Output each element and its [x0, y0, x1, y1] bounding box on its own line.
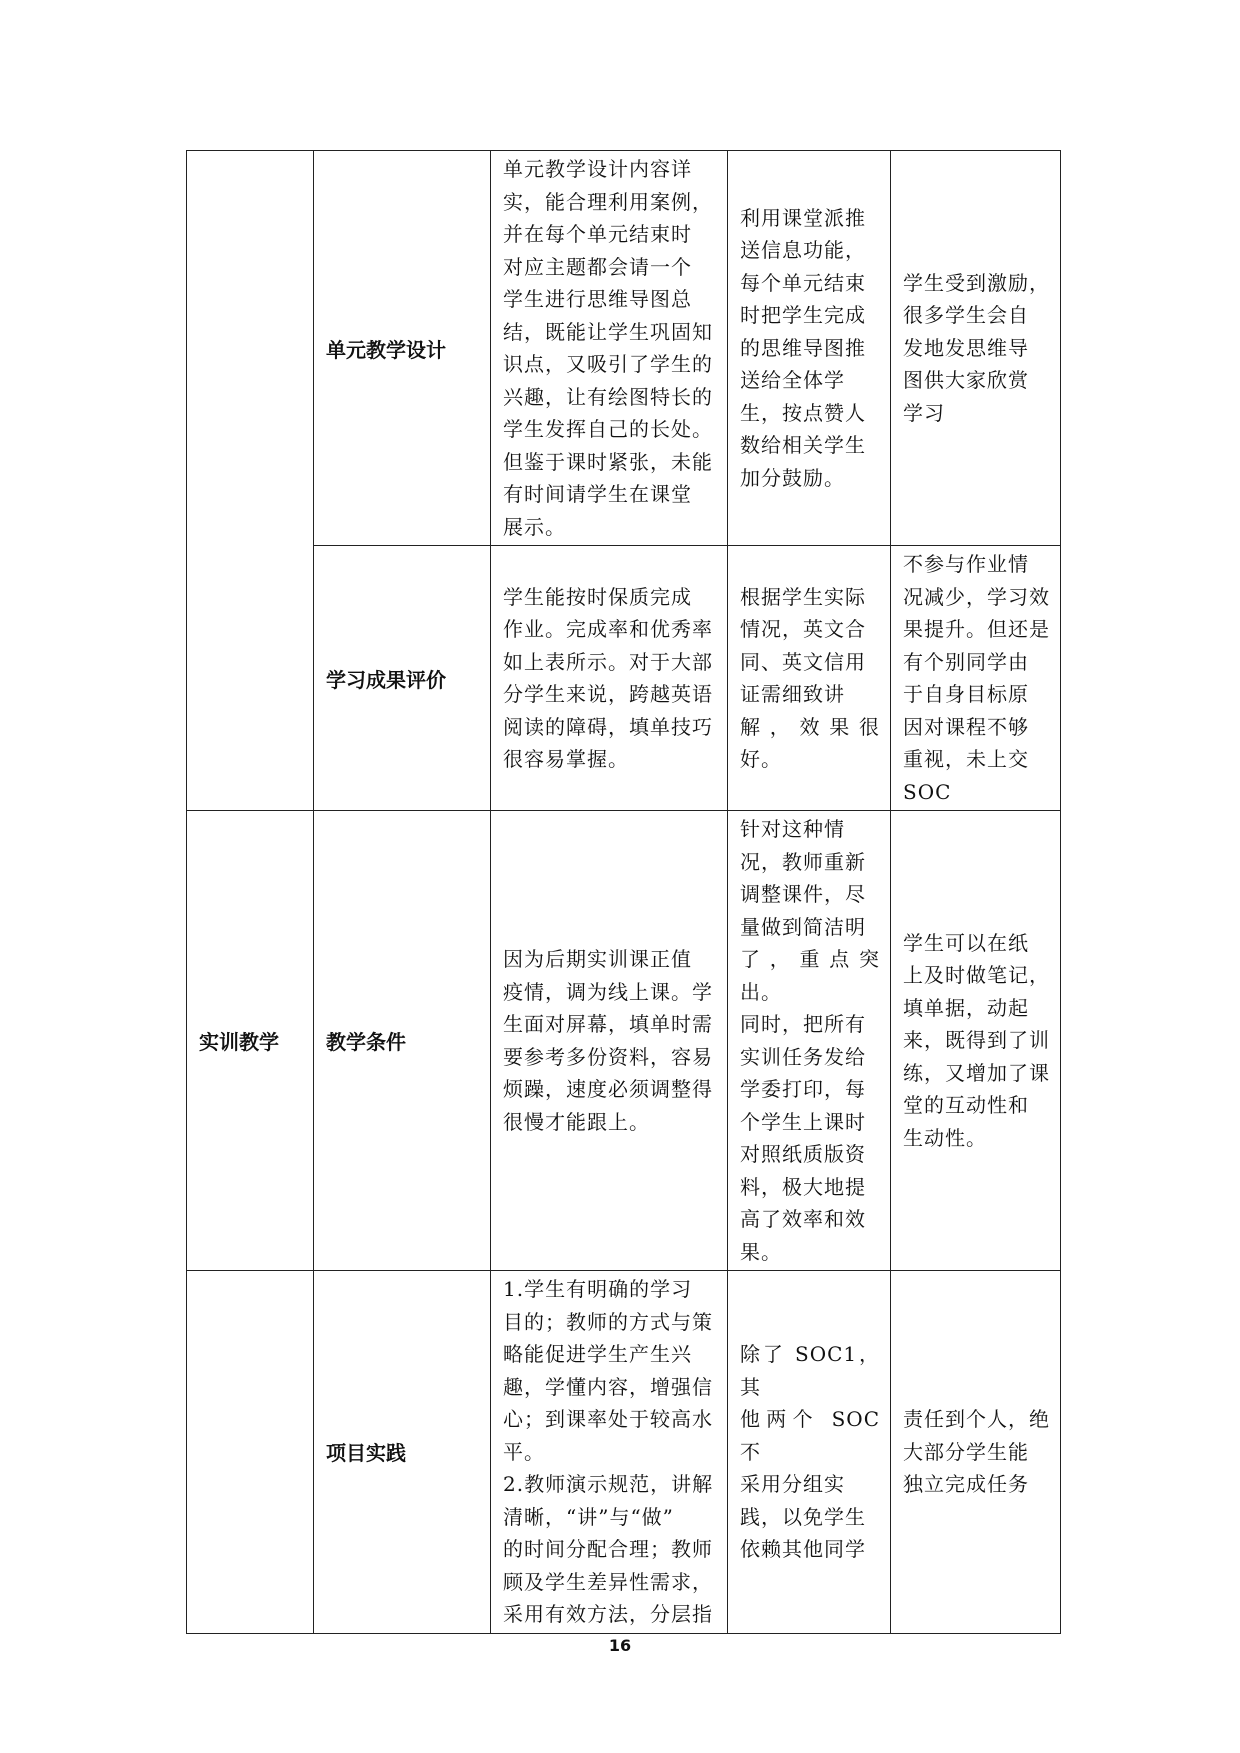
- text-line: 依赖其他同学: [740, 1537, 866, 1561]
- measure-text-cell: [728, 546, 891, 811]
- effect-text-cell: [891, 546, 1061, 811]
- evaluation-text-cell: [491, 811, 728, 1271]
- text-line: 利用课堂派推: [740, 205, 866, 230]
- text-line: 烦躁，速度必须调整得: [503, 1077, 713, 1101]
- evaluation-table: [186, 150, 1061, 1634]
- text-line: 于自身目标原: [903, 682, 1029, 706]
- text-line: 结，既能让学生巩固知: [503, 319, 713, 344]
- text-line: 对应主题都会请一个: [503, 254, 692, 279]
- text-line: 践，以免学生: [740, 1504, 866, 1529]
- measure-text-cell: [728, 811, 891, 1271]
- text-line: 顾及学生差异性需求，: [503, 1569, 713, 1594]
- text-line: 阅读的障碍，填单技巧: [503, 714, 713, 739]
- text-line: 情况，英文合: [740, 617, 866, 641]
- category-cell: [187, 1271, 314, 1634]
- item-cell-project-practice: 项目实践: [314, 1271, 491, 1634]
- evaluation-text-cell: [491, 546, 728, 811]
- text-line: 学委打印，每: [740, 1077, 866, 1101]
- table-row: [187, 811, 1061, 1271]
- text-line: 量做到简洁明: [740, 914, 866, 939]
- text-line: 清晰，“讲”与“做”: [503, 1504, 674, 1529]
- text-line: 大部分学生能: [903, 1439, 1029, 1464]
- text-line: 同、英文信用: [740, 649, 866, 674]
- text-line: 了，重点突出。: [740, 947, 880, 1004]
- text-line: 但鉴于课时紧张，未能: [503, 449, 713, 474]
- text-line: 果提升。但还是: [903, 617, 1050, 641]
- text-line: 兴趣，让有绘图特长的: [503, 384, 713, 409]
- text-line: 平。: [503, 1439, 545, 1464]
- text-line: 很多学生会自: [903, 303, 1029, 328]
- text-line: 学生受到激励，: [903, 270, 1050, 295]
- text-line: 作业。完成率和优秀率: [503, 617, 713, 641]
- text-line: 1.学生有明确的学习: [503, 1277, 693, 1301]
- text-line: 要参考多份资料，容易: [503, 1044, 713, 1069]
- text-line: 送信息功能，: [740, 238, 866, 263]
- table-row: [187, 1271, 1061, 1634]
- item-cell-teaching-conditions: 教学条件: [314, 811, 491, 1271]
- text-line: 目的；教师的方式与策: [503, 1309, 713, 1334]
- category-cell-practical-teaching: 实训教学: [187, 811, 314, 1271]
- text-line: 送给全体学: [740, 368, 845, 393]
- text-line: 如上表所示。对于大部: [503, 649, 713, 674]
- text-line: 略能促进学生产生兴: [503, 1342, 692, 1366]
- effect-text-cell: [891, 151, 1061, 546]
- text-line: 实，能合理利用案例，: [503, 189, 713, 214]
- text-line: 数给相关学生: [740, 433, 866, 458]
- text-line: 证需细致讲: [740, 682, 845, 706]
- text-line: 他两个 SOC 不: [740, 1407, 880, 1464]
- table-row: [187, 546, 1061, 811]
- text-line: 的思维导图推: [740, 335, 866, 360]
- text-line: 学生进行思维导图总: [503, 287, 692, 311]
- text-line: 展示。: [503, 514, 566, 539]
- text-line: 解，效果很好。: [740, 714, 880, 771]
- text-line: 实训任务发给: [740, 1044, 866, 1069]
- text-line: 根据学生实际: [740, 584, 866, 609]
- text-line: 因对课程不够: [903, 714, 1029, 739]
- evaluation-text-cell: [491, 151, 728, 546]
- text-line: 加分鼓励。: [740, 465, 845, 490]
- text-line: 调整课件，尽: [740, 882, 866, 906]
- text-line: 很容易掌握。: [503, 747, 629, 771]
- text-line: 时把学生完成: [740, 303, 866, 328]
- text-line: 对照纸质版资: [740, 1142, 866, 1166]
- text-line: 果。: [740, 1239, 782, 1264]
- text-line: 责任到个人，绝: [903, 1407, 1050, 1431]
- text-line: 生，按点赞人: [740, 400, 866, 425]
- text-line: 除了 SOC1，其: [740, 1342, 880, 1399]
- text-line: 堂的互动性和: [903, 1093, 1029, 1118]
- text-line: 并在每个单元结束时: [503, 222, 692, 246]
- text-line: 料，极大地提: [740, 1174, 866, 1199]
- text-line: 高了效率和效: [740, 1207, 866, 1231]
- text-line: 趣，学懂内容，增强信: [503, 1374, 713, 1399]
- text-line: 学生可以在纸: [903, 930, 1029, 955]
- text-line: 针对这种情: [740, 817, 845, 841]
- category-cell: [187, 151, 314, 811]
- measure-text-cell: [728, 151, 891, 546]
- text-line: 有个别同学由: [903, 649, 1029, 674]
- text-line: 很慢才能跟上。: [503, 1109, 650, 1134]
- text-line: 心；到课率处于较高水: [503, 1407, 713, 1431]
- text-line: 有时间请学生在课堂: [503, 482, 692, 506]
- effect-text-cell: [891, 811, 1061, 1271]
- text-line: 况减少，学习效: [903, 584, 1050, 609]
- text-line: 每个单元结束: [740, 270, 866, 295]
- text-line: SOC: [903, 779, 952, 804]
- text-line: 疫情，调为线上课。学: [503, 979, 713, 1004]
- text-line: 图供大家欣赏: [903, 368, 1029, 393]
- text-line: 分学生来说，跨越英语: [503, 682, 713, 706]
- page-number: 16: [608, 1636, 632, 1655]
- text-line: 学生能按时保质完成: [503, 584, 692, 609]
- text-line: 上及时做笔记，: [903, 963, 1050, 988]
- text-line: 况，教师重新: [740, 849, 866, 874]
- text-line: 同时，把所有: [740, 1012, 866, 1036]
- measure-text-cell: [728, 1271, 891, 1634]
- text-line: 生面对屏幕，填单时需: [503, 1012, 713, 1036]
- text-line: 的时间分配合理；教师: [503, 1537, 713, 1561]
- text-line: 学生发挥自己的长处。: [503, 417, 713, 441]
- evaluation-text-cell: [491, 1271, 728, 1634]
- text-line: 2.教师演示规范，讲解: [503, 1472, 714, 1496]
- text-line: 来，既得到了训: [903, 1028, 1050, 1053]
- text-line: 单元教学设计内容详: [503, 157, 692, 181]
- text-line: 练，又增加了课: [903, 1060, 1050, 1085]
- item-cell-unit-design: 单元教学设计: [314, 151, 491, 546]
- text-line: 独立完成任务: [903, 1472, 1029, 1496]
- text-line: 个学生上课时: [740, 1109, 866, 1134]
- text-line: 因为后期实训课正值: [503, 947, 692, 971]
- table-row: [187, 151, 1061, 546]
- text-line: 识点，又吸引了学生的: [503, 352, 713, 376]
- text-line: 发地发思维导: [903, 335, 1029, 360]
- text-line: 生动性。: [903, 1125, 987, 1150]
- text-line: 重视，未上交: [903, 747, 1029, 771]
- text-line: 填单据，动起: [903, 995, 1029, 1020]
- text-line: 采用分组实: [740, 1472, 845, 1496]
- text-line: 学习: [903, 400, 945, 425]
- text-line: 不参与作业情: [903, 552, 1029, 576]
- item-cell-learning-evaluation: 学习成果评价: [314, 546, 491, 811]
- text-line: 采用有效方法，分层指: [503, 1602, 713, 1626]
- effect-text-cell: [891, 1271, 1061, 1634]
